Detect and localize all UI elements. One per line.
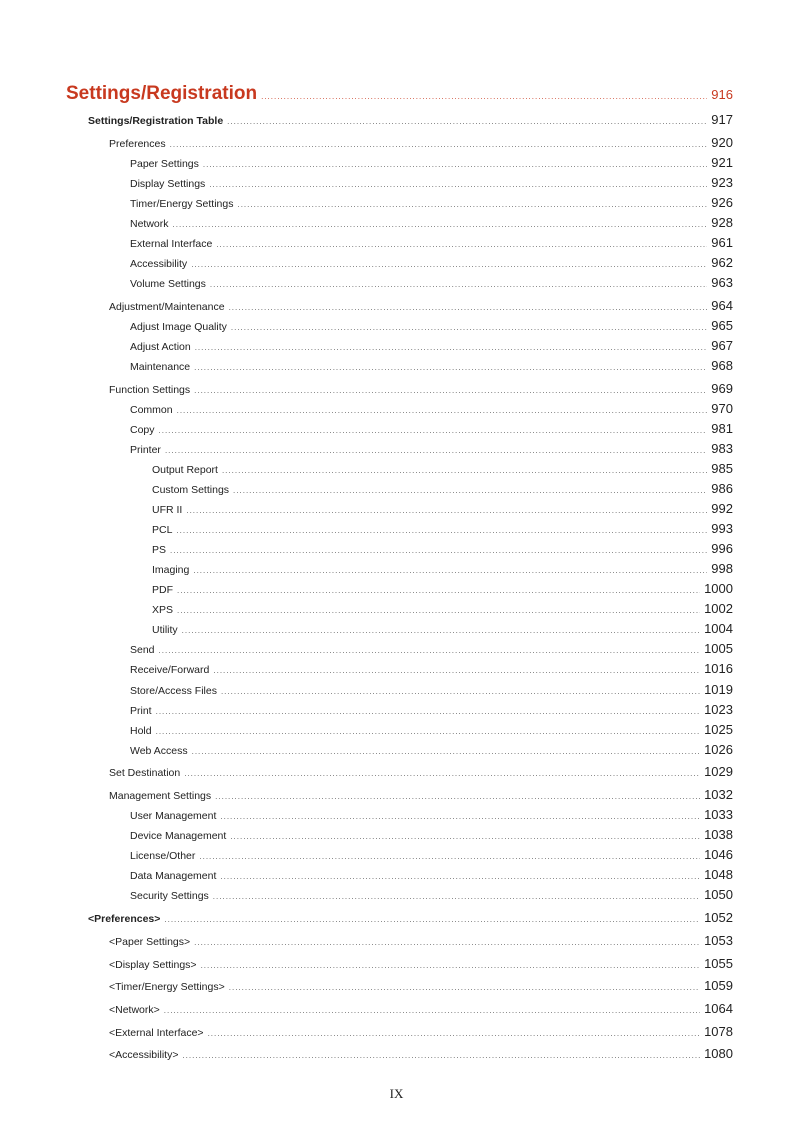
toc-entry-title: Device Management <box>130 830 227 842</box>
toc-entry-page-number: 1055 <box>704 956 733 971</box>
dot-leader <box>156 707 700 716</box>
toc-entry-title: Printer <box>130 444 161 456</box>
toc-entry-page-number: 1029 <box>704 764 733 779</box>
toc-entry-3[interactable] <box>109 135 733 150</box>
toc-entry-25[interactable] <box>152 581 733 596</box>
toc-entry-page-number: 921 <box>711 155 733 170</box>
dot-leader <box>230 832 700 841</box>
toc-entry-page-number: 1033 <box>704 807 733 822</box>
toc-entry-page-number: 1046 <box>704 847 733 862</box>
dot-leader <box>173 220 708 229</box>
toc-entry-page-number: 998 <box>711 561 733 576</box>
toc-entry-page-number: 964 <box>711 298 733 313</box>
toc-entry-39[interactable] <box>130 867 733 882</box>
toc-entry-page-number: 923 <box>711 175 733 190</box>
toc-entry-title: License/Other <box>130 850 196 862</box>
toc-entry-page-number: 1080 <box>704 1046 733 1061</box>
dot-leader <box>195 343 708 352</box>
dot-leader <box>208 1029 701 1038</box>
toc-entry-title: Utility <box>152 624 178 636</box>
toc-entry-title: Common <box>130 404 173 416</box>
toc-entry-title: Security Settings <box>130 890 209 902</box>
toc-entry-page-number: 1019 <box>704 682 733 697</box>
toc-entry-title: Data Management <box>130 870 217 882</box>
toc-entry-title: Timer/Energy Settings <box>130 198 234 210</box>
toc-entry-title: Send <box>130 644 155 656</box>
toc-entry-title: Output Report <box>152 464 218 476</box>
toc-entry-title: Set Destination <box>109 767 181 779</box>
toc-entry-page-number: 1032 <box>704 787 733 802</box>
toc-entry-page-number: 916 <box>711 87 733 102</box>
toc-entry-24[interactable] <box>152 561 733 576</box>
toc-entry-36[interactable] <box>130 807 733 822</box>
toc-entry-28[interactable] <box>130 641 733 656</box>
toc-entry-11[interactable] <box>109 298 733 313</box>
toc-entry-title: Paper Settings <box>130 158 199 170</box>
toc-entry-page-number: 917 <box>711 112 733 127</box>
toc-entry-page-number: 1059 <box>704 978 733 993</box>
dot-leader <box>170 546 707 555</box>
dot-leader <box>156 727 700 736</box>
toc-entry-title: External Interface <box>130 238 213 250</box>
dot-leader <box>221 687 700 696</box>
toc-entry-27[interactable] <box>152 621 733 636</box>
toc-entry-41[interactable] <box>88 910 733 925</box>
toc-entry-page-number: 1002 <box>704 601 733 616</box>
toc-entry-7[interactable] <box>130 215 733 230</box>
toc-entry-22[interactable] <box>152 521 733 536</box>
toc-entry-page-number: 963 <box>711 275 733 290</box>
toc-entry-page-number: 1005 <box>704 641 733 656</box>
toc-entry-17[interactable] <box>130 421 733 436</box>
toc-entry-title: Web Access <box>130 745 188 757</box>
toc-entry-6[interactable] <box>130 195 733 210</box>
toc-entry-title: User Management <box>130 810 217 822</box>
dot-leader <box>237 200 707 209</box>
dot-leader <box>216 240 707 249</box>
toc-entry-title: Function Settings <box>109 384 191 396</box>
dot-leader <box>159 646 701 655</box>
toc-entry-34[interactable] <box>109 764 733 779</box>
toc-entry-10[interactable] <box>130 275 733 290</box>
toc-entry-1[interactable] <box>66 83 733 105</box>
toc-entry-title: Preferences <box>109 138 166 150</box>
toc-entry-page-number: 996 <box>711 541 733 556</box>
toc-entry-title: <Display Settings> <box>109 959 197 971</box>
toc-entry-title: PDF <box>152 584 173 596</box>
toc-entry-page-number: 968 <box>711 358 733 373</box>
toc-entry-13[interactable] <box>130 338 733 353</box>
toc-entry-8[interactable] <box>130 235 733 250</box>
toc-entry-title: Accessibility <box>130 258 188 270</box>
toc-entry-page-number: 983 <box>711 441 733 456</box>
dot-leader <box>159 426 708 435</box>
toc-entry-page-number: 1016 <box>704 661 733 676</box>
toc-entry-title: Maintenance <box>130 361 191 373</box>
toc-entry-title: Adjust Image Quality <box>130 321 227 333</box>
toc-entry-title: XPS <box>152 604 174 616</box>
dot-leader <box>170 140 708 149</box>
toc-entry-page-number: 1050 <box>704 887 733 902</box>
dot-leader <box>165 446 707 455</box>
toc-entry-page-number: 1064 <box>704 1001 733 1016</box>
toc-entry-38[interactable] <box>130 847 733 862</box>
toc-entry-30[interactable] <box>130 682 733 697</box>
toc-entry-title: <Accessibility> <box>109 1049 179 1061</box>
toc-entry-47[interactable] <box>109 1046 733 1061</box>
toc-entry-title: Hold <box>130 725 152 737</box>
toc-entry-title: Management Settings <box>109 790 212 802</box>
dot-leader <box>186 506 707 515</box>
dot-leader <box>220 872 700 881</box>
toc-entry-title: PS <box>152 544 167 556</box>
toc-entry-19[interactable] <box>152 461 733 476</box>
toc-entry-page-number: 1000 <box>704 581 733 596</box>
toc-entry-title: Store/Access Files <box>130 685 217 697</box>
toc-entry-29[interactable] <box>130 661 733 676</box>
toc-entry-page-number: 1052 <box>704 910 733 925</box>
toc-entry-title: Volume Settings <box>130 278 206 290</box>
toc-entry-46[interactable] <box>109 1024 733 1039</box>
toc-entry-4[interactable] <box>130 155 733 170</box>
dot-leader <box>199 852 700 861</box>
toc-entry-page-number: 920 <box>711 135 733 150</box>
page-number-footer: IX <box>389 1086 404 1101</box>
dot-leader <box>203 160 707 169</box>
dot-leader <box>193 566 707 575</box>
toc-entry-21[interactable] <box>152 501 733 516</box>
dot-leader <box>220 812 700 821</box>
dot-leader <box>176 526 707 535</box>
toc-entry-title: Network <box>130 218 169 230</box>
toc-entry-page-number: 926 <box>711 195 733 210</box>
dot-leader <box>222 466 707 475</box>
dot-leader <box>194 938 700 947</box>
toc-entry-35[interactable] <box>109 787 733 802</box>
toc-entry-33[interactable] <box>130 742 733 757</box>
toc-entry-page-number: 1023 <box>704 702 733 717</box>
dot-leader <box>229 983 700 992</box>
dot-leader <box>233 486 707 495</box>
toc-entry-page-number: 962 <box>711 255 733 270</box>
toc-entry-43[interactable] <box>109 956 733 971</box>
toc-entry-44[interactable] <box>109 978 733 993</box>
dot-leader <box>229 303 708 312</box>
dot-leader <box>184 769 700 778</box>
toc-entry-45[interactable] <box>109 1001 733 1016</box>
toc-entry-page-number: 967 <box>711 338 733 353</box>
toc-entry-title: Settings/Registration <box>66 83 258 104</box>
toc-entry-page-number: 1025 <box>704 722 733 737</box>
dot-leader <box>213 666 700 675</box>
toc-entry-20[interactable] <box>152 481 733 496</box>
toc-entry-42[interactable] <box>109 933 733 948</box>
toc-entry-title: <Preferences> <box>88 913 161 925</box>
toc-entry-title: PCL <box>152 524 173 536</box>
toc-entry-15[interactable] <box>109 381 733 396</box>
dot-leader <box>210 280 707 289</box>
dot-leader <box>191 260 707 269</box>
toc-entry-title: Copy <box>130 424 155 436</box>
toc-entry-23[interactable] <box>152 541 733 556</box>
toc-entry-18[interactable] <box>130 441 733 456</box>
toc-entry-12[interactable] <box>130 318 733 333</box>
toc-entry-31[interactable] <box>130 702 733 717</box>
toc-entry-title: UFR II <box>152 504 183 516</box>
dot-leader <box>182 626 700 635</box>
toc-entry-page-number: 961 <box>711 235 733 250</box>
toc-entry-page-number: 1078 <box>704 1024 733 1039</box>
dot-leader <box>164 1006 700 1015</box>
toc-entry-title: Display Settings <box>130 178 206 190</box>
toc-entry-32[interactable] <box>130 722 733 737</box>
toc-entry-page-number: 970 <box>711 401 733 416</box>
dot-leader <box>182 1051 700 1060</box>
toc-entry-16[interactable] <box>130 401 733 416</box>
dot-leader <box>213 892 700 901</box>
toc-entry-title: Adjust Action <box>130 341 191 353</box>
toc-entry-page-number: 1038 <box>704 827 733 842</box>
toc-entry-14[interactable] <box>130 358 733 373</box>
toc-entry-5[interactable] <box>130 175 733 190</box>
toc-entry-title: Settings/Registration Table <box>88 115 224 127</box>
dot-leader <box>227 117 707 126</box>
dot-leader <box>261 92 707 101</box>
dot-leader <box>209 180 707 189</box>
toc-entry-page-number: 992 <box>711 501 733 516</box>
toc-entry-40[interactable] <box>130 887 733 902</box>
toc-entry-title: <Network> <box>109 1004 160 1016</box>
toc-entry-title: Imaging <box>152 564 190 576</box>
toc-entry-title: Adjustment/Maintenance <box>109 301 225 313</box>
toc-entry-page-number: 1026 <box>704 742 733 757</box>
toc-entry-page-number: 1048 <box>704 867 733 882</box>
toc-entry-2[interactable] <box>88 112 733 127</box>
toc-entry-title: <External Interface> <box>109 1027 204 1039</box>
toc-entry-page-number: 1053 <box>704 933 733 948</box>
toc-entry-title: <Timer/Energy Settings> <box>109 981 225 993</box>
dot-leader <box>177 606 700 615</box>
toc-entry-page-number: 981 <box>711 421 733 436</box>
dot-leader <box>177 586 700 595</box>
dot-leader <box>215 792 700 801</box>
toc-entry-page-number: 928 <box>711 215 733 230</box>
dot-leader <box>194 386 707 395</box>
toc-entry-page-number: 993 <box>711 521 733 536</box>
toc-entry-page-number: 1004 <box>704 621 733 636</box>
toc-entry-page-number: 965 <box>711 318 733 333</box>
dot-leader <box>201 961 701 970</box>
toc-entry-title: Custom Settings <box>152 484 230 496</box>
toc-entry-title: Receive/Forward <box>130 664 210 676</box>
dot-leader <box>194 363 707 372</box>
dot-leader <box>231 323 707 332</box>
toc-entry-37[interactable] <box>130 827 733 842</box>
dot-leader <box>177 406 708 415</box>
toc-entry-title: Print <box>130 705 152 717</box>
toc-entry-26[interactable] <box>152 601 733 616</box>
toc-entry-9[interactable] <box>130 255 733 270</box>
dot-leader <box>164 915 700 924</box>
toc-entry-page-number: 985 <box>711 461 733 476</box>
dot-leader <box>192 747 700 756</box>
toc-entry-page-number: 986 <box>711 481 733 496</box>
toc-entry-page-number: 969 <box>711 381 733 396</box>
toc-entry-title: <Paper Settings> <box>109 936 191 948</box>
